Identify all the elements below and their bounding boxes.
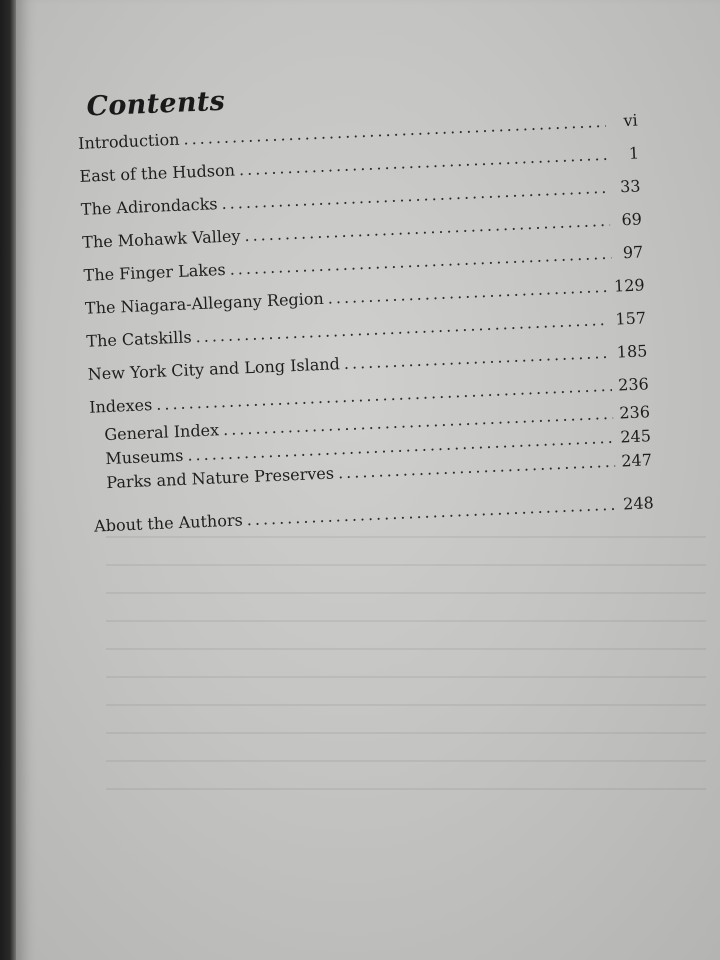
toc-entry-page: 236 bbox=[618, 402, 651, 423]
toc-entry-page: 248 bbox=[622, 493, 655, 514]
toc-entry-page: 1 bbox=[628, 143, 640, 163]
toc-entry-page: 97 bbox=[622, 242, 644, 263]
toc-entry-page: vi bbox=[623, 110, 639, 131]
toc-entry-page: 245 bbox=[619, 426, 652, 447]
toc-entry-page: 33 bbox=[619, 176, 641, 197]
toc-entry-page: 69 bbox=[621, 209, 643, 230]
toc-entry-label: About the Authors bbox=[93, 510, 244, 536]
toc-entry-label: Introduction bbox=[77, 129, 180, 153]
toc-entry-label: Indexes bbox=[88, 395, 153, 417]
toc-entry-label: The Catskills bbox=[86, 327, 192, 351]
toc-entry-label: East of the Hudson bbox=[79, 160, 236, 186]
toc-entry-label: Parks and Nature Preserves bbox=[105, 463, 335, 493]
toc-entry-page: 236 bbox=[617, 374, 650, 395]
toc-entry-label: New York City and Long Island bbox=[87, 354, 341, 384]
toc-entry-label: The Niagara-Allegany Region bbox=[84, 288, 325, 318]
toc-entry-label: General Index bbox=[103, 420, 220, 445]
contents-heading: Contents bbox=[85, 85, 226, 123]
toc-entry-page: 247 bbox=[620, 450, 653, 471]
toc-entry-page: 185 bbox=[616, 341, 648, 362]
bleed-through-text bbox=[106, 510, 706, 790]
toc-entry-page: 129 bbox=[613, 275, 645, 296]
toc-entry-label: The Finger Lakes bbox=[83, 259, 227, 285]
toc-entry-label: The Mohawk Valley bbox=[81, 226, 241, 252]
toc-entry-page: 157 bbox=[615, 308, 647, 329]
toc-entry-label: The Adirondacks bbox=[80, 194, 218, 219]
toc-entry-label: Museums bbox=[104, 445, 184, 469]
table-of-contents bbox=[76, 69, 654, 543]
